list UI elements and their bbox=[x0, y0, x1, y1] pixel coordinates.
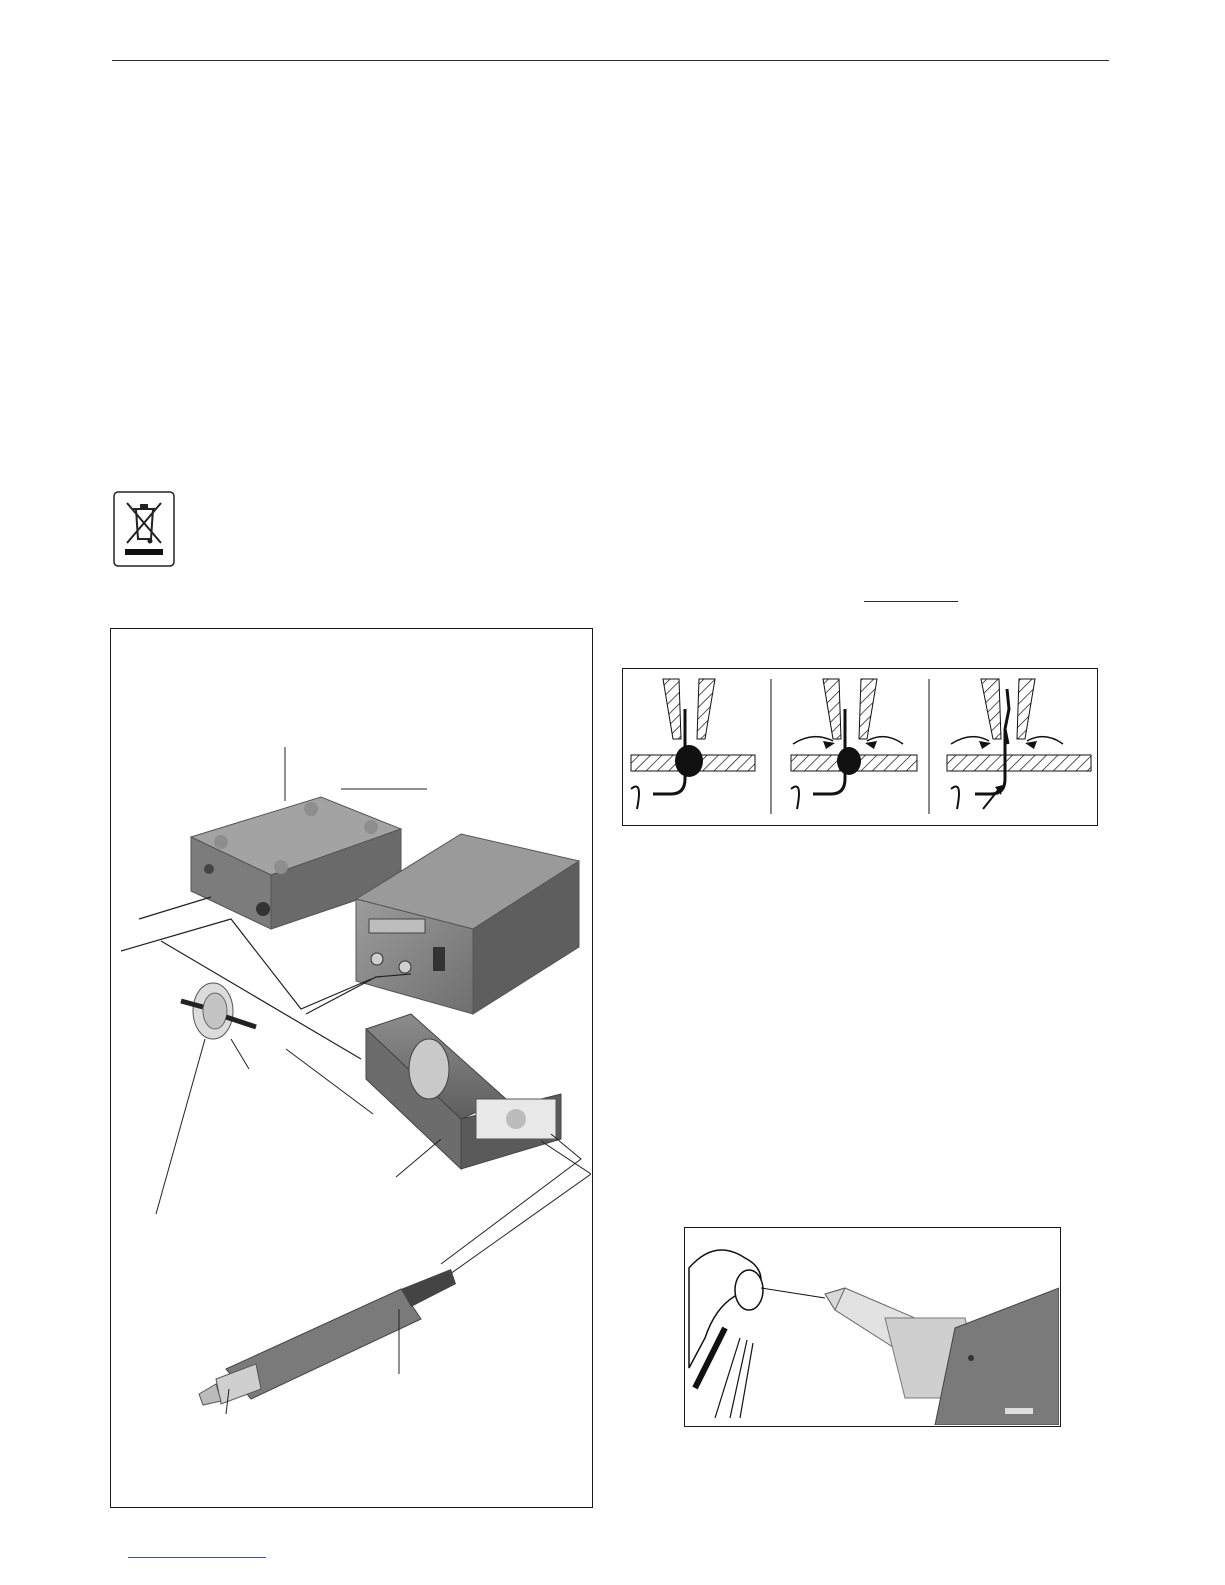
soldering-station-assembly-illustration bbox=[111, 629, 591, 1506]
header-rule bbox=[112, 60, 1109, 61]
footer-link-underline bbox=[128, 1557, 266, 1558]
weee-symbol bbox=[113, 491, 175, 567]
desolder-steps-figure bbox=[622, 668, 1098, 826]
station-assembly-figure bbox=[110, 628, 593, 1508]
crossed-out-wheelie-bin-icon bbox=[113, 491, 175, 567]
section-underline bbox=[864, 601, 958, 602]
desoldering-steps-illustration bbox=[623, 669, 1096, 824]
hand-cleaning-tip-illustration bbox=[685, 1228, 1059, 1425]
tip-cleaning-figure bbox=[684, 1227, 1061, 1427]
